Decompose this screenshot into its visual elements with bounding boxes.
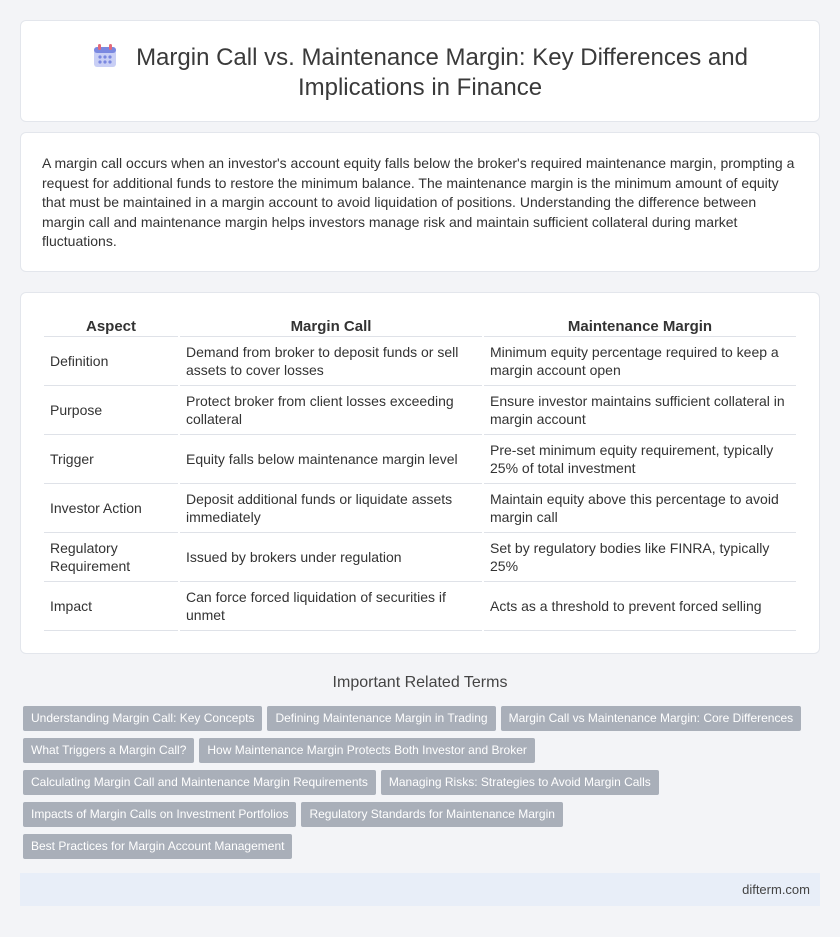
tag-row: [23, 802, 813, 834]
related-term-link[interactable]: Calculating Margin Call and Maintenance Margin Requirements: [23, 770, 376, 795]
cell-maintenance-margin: Acts as a threshold to prevent forced selling: [484, 582, 796, 631]
cell-aspect: Investor Action: [44, 484, 178, 533]
related-terms-list: [23, 706, 813, 866]
table-header-row: [44, 315, 796, 337]
comparison-table: [42, 315, 798, 631]
footer-bar: [20, 873, 820, 906]
header-aspect: Aspect: [44, 315, 178, 337]
related-term-link[interactable]: Margin Call vs Maintenance Margin: Core Differences: [501, 706, 802, 731]
cell-margin-call: Equity falls below maintenance margin level: [180, 435, 482, 484]
related-terms-heading: Important Related Terms: [332, 674, 508, 691]
page-title: Margin Call vs. Maintenance Margin: Key Differences and Implications in Finance: [136, 44, 748, 101]
tag-row: [23, 706, 813, 738]
cell-margin-call: Protect broker from client losses exceeding collateral: [180, 386, 482, 435]
cell-aspect: Regulatory Requirement: [44, 533, 178, 582]
cell-maintenance-margin: Ensure investor maintains sufficient collateral in margin account: [484, 386, 796, 435]
table-row: [44, 435, 796, 484]
cell-aspect: Impact: [44, 582, 178, 631]
tag-row: [23, 834, 813, 866]
cell-maintenance-margin: Maintain equity above this percentage to avoid margin call: [484, 484, 796, 533]
cell-maintenance-margin: Minimum equity percentage required to keep a margin account open: [484, 337, 796, 386]
header-maintenance-margin: Maintenance Margin: [484, 315, 796, 337]
page-title-wrap: [21, 43, 819, 103]
table-row: [44, 484, 796, 533]
cell-aspect: Definition: [44, 337, 178, 386]
related-term-link[interactable]: Understanding Margin Call: Key Concepts: [23, 706, 262, 731]
tag-row: [23, 738, 813, 770]
title-card: [20, 20, 820, 122]
table-row: [44, 582, 796, 631]
cell-aspect: Trigger: [44, 435, 178, 484]
comparison-card: [20, 292, 820, 654]
related-term-link[interactable]: How Maintenance Margin Protects Both Investor and Broker: [199, 738, 535, 763]
table-row: [44, 337, 796, 386]
cell-margin-call: Issued by brokers under regulation: [180, 533, 482, 582]
intro-paragraph: A margin call occurs when an investor's account equity falls below the broker's required maintenance margin, prompting a request for additional funds to restore the minimum balance. The maintenance margin is the minimum amount of equity that must be maintained in a margin account to avoid liquidation of positions. Understanding the difference between margin call and maintenance margin helps investors manage risk and maintain sufficient collateral during market fluctuations.: [42, 155, 795, 249]
cell-aspect: Purpose: [44, 386, 178, 435]
related-term-link[interactable]: Regulatory Standards for Maintenance Margin: [301, 802, 562, 827]
table-row: [44, 386, 796, 435]
table-row: [44, 533, 796, 582]
calendar-icon: [92, 43, 118, 69]
related-term-link[interactable]: Managing Risks: Strategies to Avoid Margin Calls: [381, 770, 659, 795]
cell-maintenance-margin: Pre-set minimum equity requirement, typically 25% of total investment: [484, 435, 796, 484]
cell-maintenance-margin: Set by regulatory bodies like FINRA, typically 25%: [484, 533, 796, 582]
tag-row: [23, 770, 813, 802]
related-term-link[interactable]: Defining Maintenance Margin in Trading: [267, 706, 495, 731]
related-term-link[interactable]: Best Practices for Margin Account Management: [23, 834, 292, 859]
cell-margin-call: Can force forced liquidation of securities if unmet: [180, 582, 482, 631]
header-margin-call: Margin Call: [180, 315, 482, 337]
related-term-link[interactable]: Impacts of Margin Calls on Investment Portfolios: [23, 802, 296, 827]
cell-margin-call: Demand from broker to deposit funds or sell assets to cover losses: [180, 337, 482, 386]
footer-site-link[interactable]: difterm.com: [742, 882, 810, 897]
intro-card: [20, 132, 820, 272]
cell-margin-call: Deposit additional funds or liquidate assets immediately: [180, 484, 482, 533]
related-term-link[interactable]: What Triggers a Margin Call?: [23, 738, 194, 763]
